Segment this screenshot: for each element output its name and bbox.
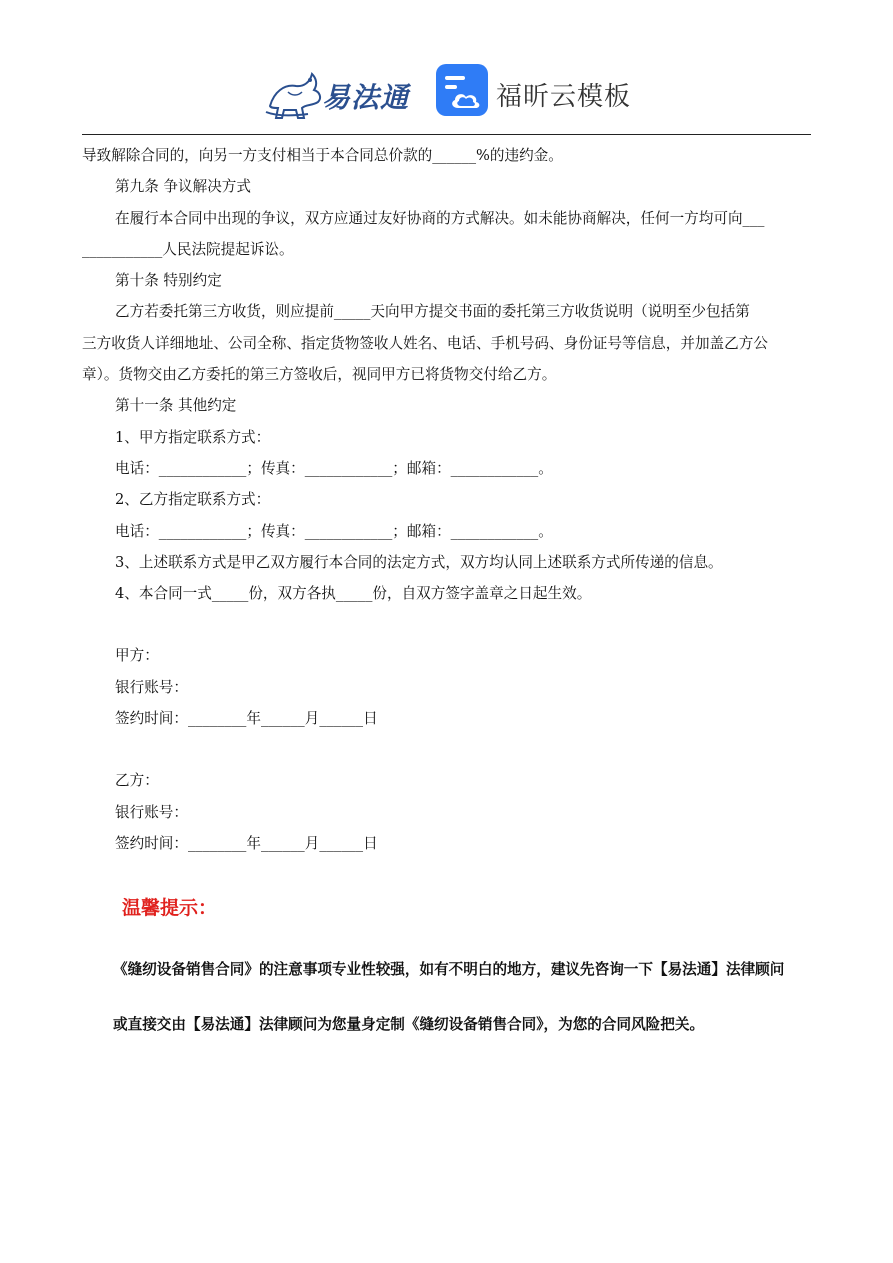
party-b-bank: 银行账号：	[115, 803, 188, 821]
tip-line: 《缝纫设备销售合同》的注意事项专业性较强，如有不明白的地方，建议先咨询一下【易法通】法律顾问	[113, 961, 785, 978]
body-line: 三方收货人详细地址、公司全称、指定货物签收人姓名、电话、手机号码、身份证号等信息，并加盖乙方公	[82, 334, 768, 352]
body-line: ___________人民法院提起诉讼。	[82, 240, 294, 258]
body-line: 2、乙方指定联系方式：	[115, 491, 271, 509]
spacer	[82, 734, 811, 765]
contract-body	[82, 140, 811, 859]
body-line: 导致解除合同的，向另一方支付相当于本合同总价款的______%的违约金。	[82, 147, 563, 164]
party-a-bank: 银行账号：	[115, 678, 188, 696]
page-header	[0, 58, 893, 128]
body-line: 3、上述联系方式是甲乙双方履行本合同的法定方式，双方均认同上述联系方式所传递的信息。	[115, 553, 723, 571]
party-a-label: 甲方：	[115, 647, 159, 665]
contact-line: 电话：____________；传真：____________；邮箱：____________。	[115, 459, 553, 477]
section-heading: 第十一条 其他约定	[115, 397, 237, 415]
body-line: 乙方若委托第三方收货，则应提前_____天向甲方提交书面的委托第三方收货说明（说明至少包括第	[115, 303, 750, 321]
foxit-template-logo	[436, 64, 656, 120]
foxit-brand-text: 福昕云模板	[496, 82, 632, 112]
qilin-icon	[262, 62, 326, 122]
section-heading: 第九条 争议解决方式	[115, 178, 251, 196]
tip-title: 温馨提示：	[122, 897, 218, 919]
party-b-label: 乙方：	[115, 772, 159, 790]
yifatong-logo	[262, 62, 422, 122]
section-heading: 第十条 特别约定	[115, 272, 222, 290]
cloud-doc-icon	[436, 64, 488, 116]
body-line: 4、本合同一式_____份，双方各执_____份，自双方签字盖章之日起生效。	[115, 585, 592, 603]
tip-line: 或直接交由【易法通】法律顾问为您量身定制《缝纫设备销售合同》，为您的合同风险把关。	[113, 1016, 705, 1033]
party-a-date: 签约时间：________年______月______日	[115, 710, 378, 728]
header-divider	[82, 134, 811, 135]
contact-line: 电话：____________；传真：____________；邮箱：____________。	[115, 522, 553, 540]
yifatong-brand-text: 易法通	[322, 81, 410, 114]
body-line: 在履行本合同中出现的争议，双方应通过友好协商的方式解决。如未能协商解决，任何一方均可向___	[115, 209, 765, 227]
body-line: 1、甲方指定联系方式：	[115, 428, 271, 446]
party-b-date: 签约时间：________年______月______日	[115, 834, 378, 852]
body-line: 章）。货物交由乙方委托的第三方签收后，视同甲方已将货物交付给乙方。	[82, 366, 557, 384]
spacer	[82, 609, 811, 640]
